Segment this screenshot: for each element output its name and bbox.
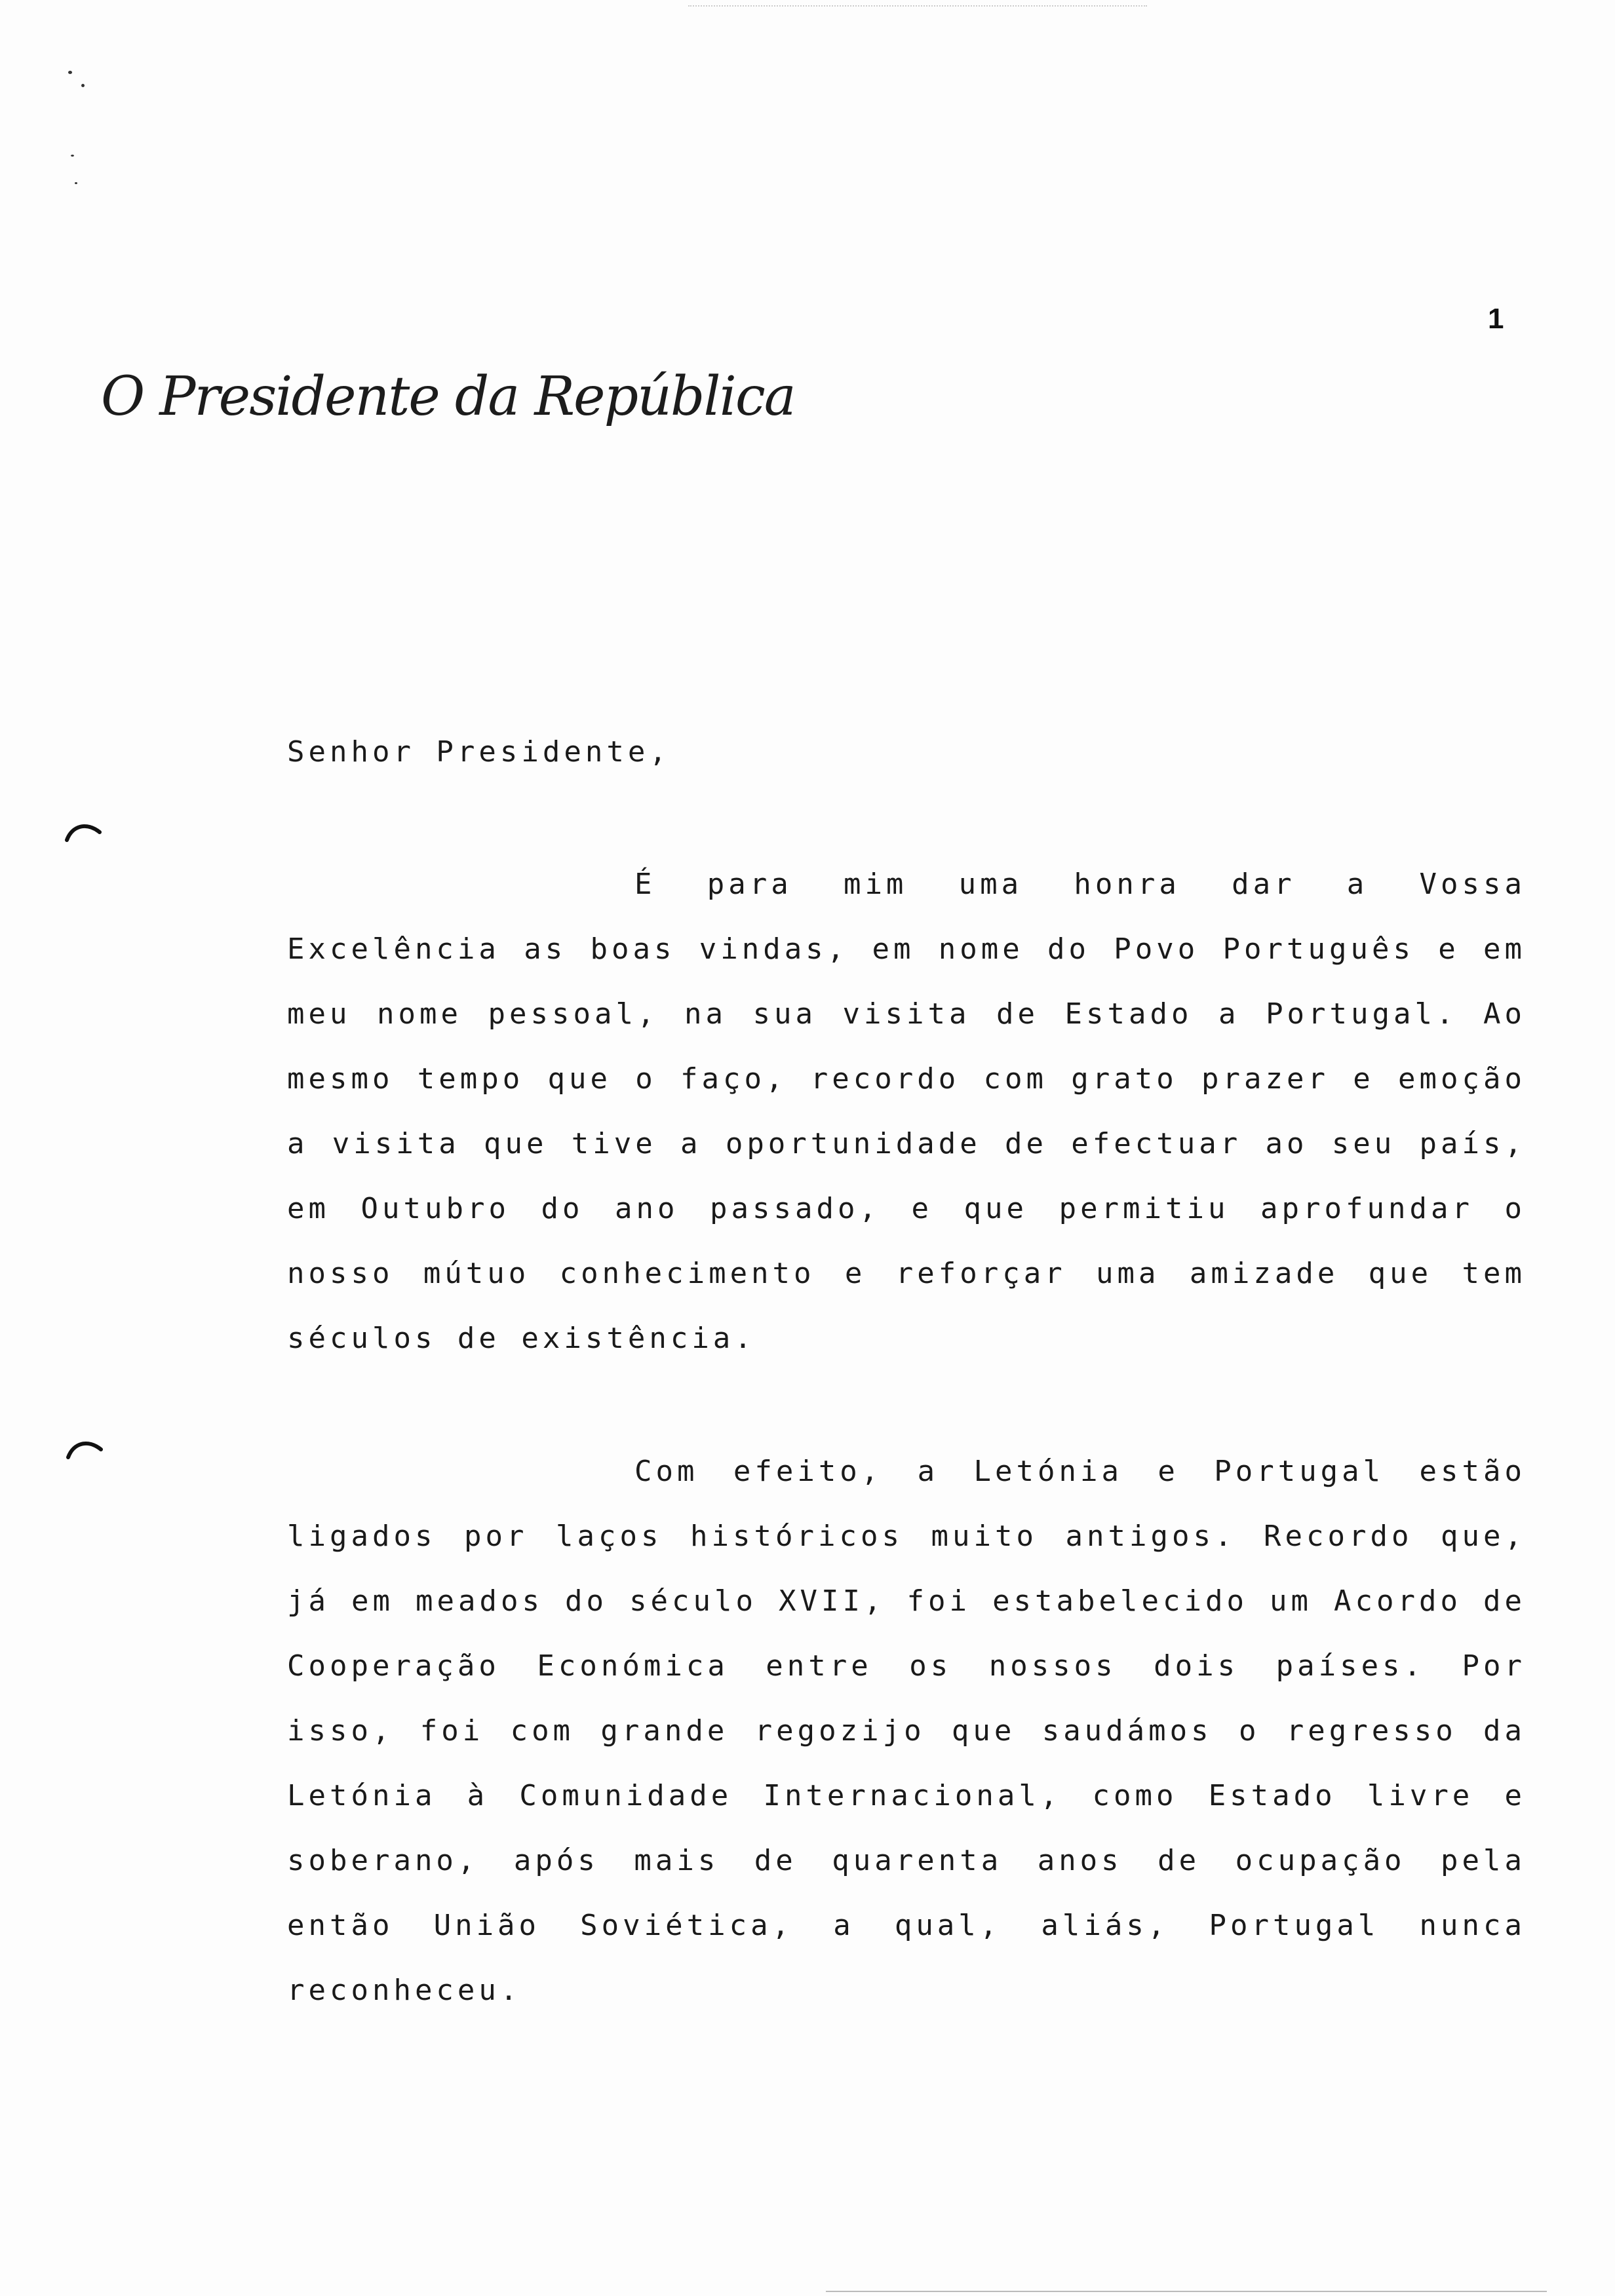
letterhead: [98, 357, 795, 436]
scan-edge-bottom: [826, 2291, 1547, 2292]
letterhead-script: [98, 357, 795, 436]
margin-hole-mark: [64, 1435, 104, 1461]
paragraph-2: Com efeito, a Letónia e Portugal estão ligados por laços históricos muito antigos. Recordo que, já em meados do século XVII, foi estabelecido um Acordo de Cooperação Económica entre os nossos dois países. Por isso, foi com grande regozijo que saudámos o regresso da Letónia à Comunidade Internacional, como Estado livre e soberano, após mais de quarenta anos de ocupação pela então União Soviética, a qual, aliás, Portugal nunca reconheceu.: [287, 1455, 1526, 2007]
paragraph-1: É para mim uma honra dar a Vossa Excelência as boas vindas, em nome do Povo Português e em meu nome pessoal, na sua visita de Estado a Portugal. Ao mesmo tempo que o faço, recordo com grato prazer e emoção a visita que tive a oportunidade de efectuar ao seu país, em Outubro do ano passado, e que permitiu aprofundar o nosso mútuo conhecimento e reforçar uma amizade que tem séculos de existência.: [287, 868, 1526, 1355]
scan-speck: [68, 71, 72, 74]
margin-hole-mark: [63, 818, 102, 844]
scan-edge-top: [688, 5, 1147, 8]
scan-speck: [81, 84, 85, 87]
salutation: Senhor Presidente,: [287, 735, 671, 769]
scan-speck: [71, 155, 74, 157]
letterhead-text: O Presidente da República: [101, 366, 795, 428]
scan-speck: [75, 182, 77, 184]
page-number: 1: [1488, 303, 1504, 335]
